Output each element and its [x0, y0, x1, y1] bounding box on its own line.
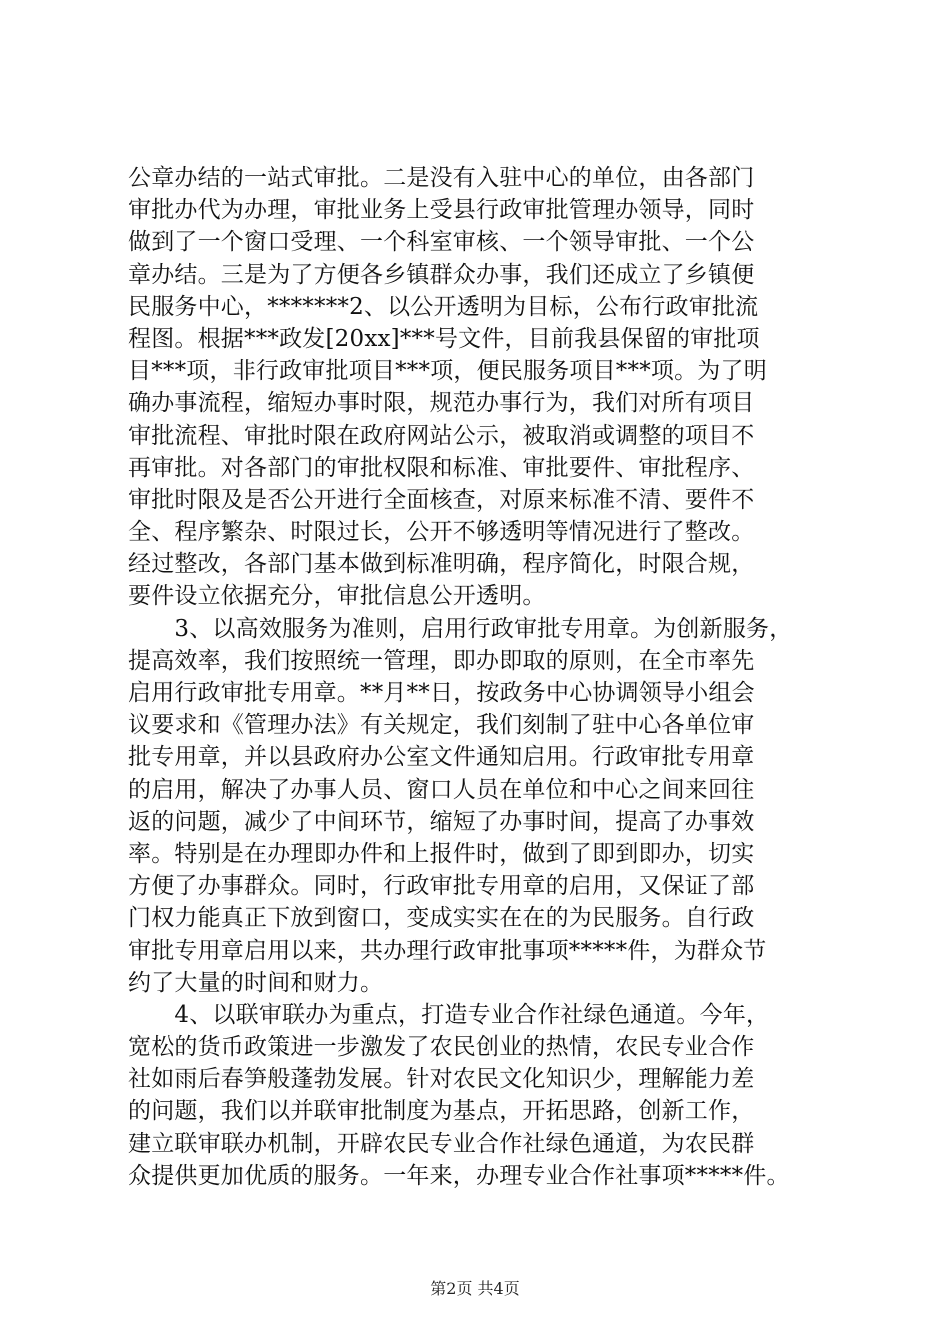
- text-line: 3、以高效服务为准则，启用行政审批专用章。为创新服务，: [128, 615, 793, 642]
- text-line: 方便了办事群众。同时，行政审批专用章的启用，又保证了部: [128, 873, 755, 900]
- text-line: 议要求和《管理办法》有关规定，我们刻制了驻中心各单位审: [128, 712, 755, 739]
- text-line: 章办结。三是为了方便各乡镇群众办事，我们还成立了乡镇便: [128, 261, 755, 288]
- text-line: 经过整改，各部门基本做到标准明确，程序简化，时限合规，: [128, 551, 755, 578]
- page-footer: 第2页 共4页: [430, 1279, 520, 1298]
- text-line: 众提供更加优质的服务。一年来，办理专业合作社事项*****件。: [128, 1162, 790, 1189]
- text-line: 再审批。对各部门的审批权限和标准、审批要件、审批程序、: [128, 454, 755, 481]
- text-line: 全、程序繁杂、时限过长，公开不够透明等情况进行了整改。: [128, 519, 755, 546]
- text-line: 约了大量的时间和财力。: [128, 969, 384, 996]
- text-line: 目***项，非行政审批项目***项，便民服务项目***项。为了明: [128, 358, 767, 385]
- text-line: 社如雨后春笋般蓬勃发展。针对农民文化知识少，理解能力差: [128, 1066, 755, 1093]
- text-line: 公章办结的一站式审批。二是没有入驻中心的单位，由各部门: [128, 165, 755, 191]
- text-line: 建立联审联办机制，开辟农民专业合作社绿色通道，为农民群: [128, 1130, 755, 1157]
- text-line: 率。特别是在办理即办件和上报件时，做到了即到即办，切实: [128, 840, 755, 867]
- body-text: [128, 162, 828, 1192]
- text-line: 4、以联审联办为重点，打造专业合作社绿色通道。今年，: [128, 1001, 770, 1028]
- text-line: 程图。根据***政发[20xx]***号文件，目前我县保留的审批项: [128, 325, 760, 352]
- text-line: 民服务中心，*******2、以公开透明为目标，公布行政审批流: [128, 293, 759, 320]
- text-line: 做到了一个窗口受理、一个科室审核、一个领导审批、一个公: [128, 229, 755, 256]
- text-line: 宽松的货币政策进一步激发了农民创业的热情，农民专业合作: [128, 1034, 755, 1061]
- text-line: 提高效率，我们按照统一管理，即办即取的原则，在全市率先: [128, 647, 755, 674]
- text-line: 要件设立依据充分，审批信息公开透明。: [128, 583, 546, 610]
- text-line: 门权力能真正下放到窗口，变成实实在在的为民服务。自行政: [128, 905, 755, 932]
- text-line: 审批办代为办理，审批业务上受县行政审批管理办领导，同时: [128, 197, 755, 224]
- text-line: 审批专用章启用以来，共办理行政审批事项*****件，为群众节: [128, 937, 767, 964]
- text-line: 确办事流程，缩短办事时限，规范办事行为，我们对所有项目: [128, 390, 755, 417]
- text-line: 批专用章，并以县政府办公室文件通知启用。行政审批专用章: [128, 744, 755, 771]
- text-line: 启用行政审批专用章。**月**日，按政务中心协调领导小组会: [128, 680, 755, 706]
- text-line: 的启用，解决了办事人员、窗口人员在单位和中心之间来回往: [128, 776, 755, 803]
- text-line: 返的问题，减少了中间环节，缩短了办事时间，提高了办事效: [128, 808, 755, 835]
- text-line: 审批时限及是否公开进行全面核查，对原来标准不清、要件不: [128, 486, 755, 513]
- text-line: 审批流程、审批时限在政府网站公示，被取消或调整的项目不: [128, 422, 755, 449]
- text-line: 的问题，我们以并联审批制度为基点，开拓思路，创新工作，: [128, 1098, 755, 1125]
